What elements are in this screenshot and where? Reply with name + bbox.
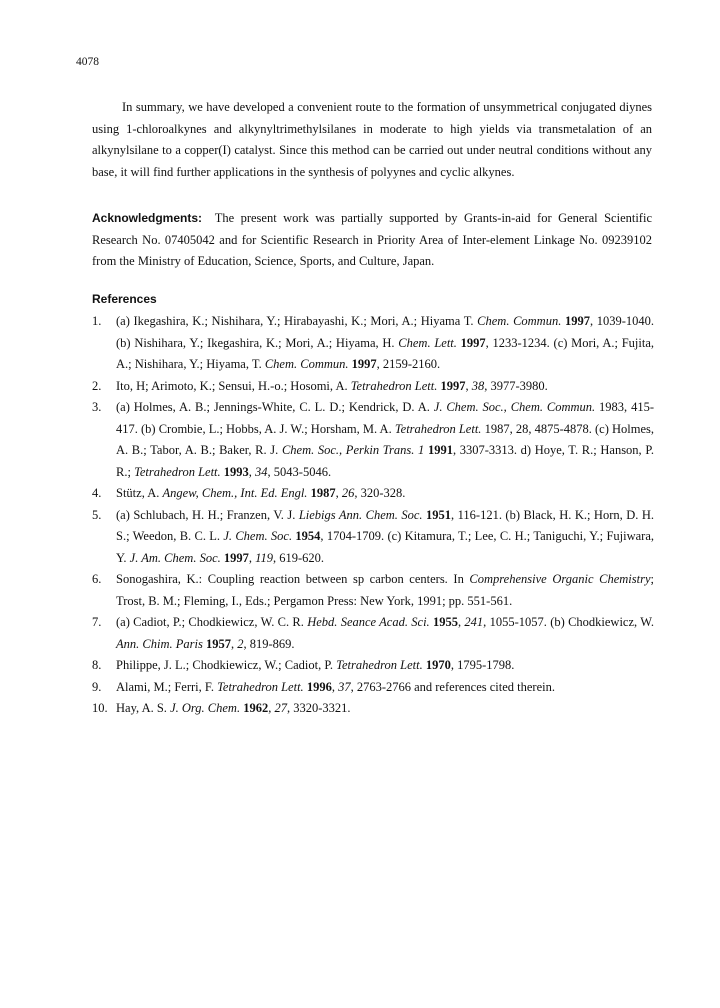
reference-text: Philippe, J. L.; Chodkiewicz, W.; Cadiot, P. [116, 658, 337, 672]
reference-item [92, 376, 654, 398]
reference-text: 1987 [310, 486, 336, 500]
reference-text: Tetrahedron Lett. [350, 378, 438, 393]
reference-text: J. Chem. Soc., Chem. Commun. [433, 400, 596, 414]
reference-text: 1997 [440, 378, 466, 393]
reference-text: 37 [338, 679, 351, 694]
reference-text: 1997 [351, 357, 377, 371]
reference-text: J. Org. Chem. [170, 701, 241, 715]
reference-text: Chem. Lett. [398, 335, 457, 350]
reference-text: , 619-620. [272, 550, 324, 565]
reference-text: , 2159-2160. [376, 357, 441, 371]
reference-item [92, 311, 654, 376]
reference-text: , 2763-2766 and references cited therein. [350, 679, 555, 694]
reference-item [92, 655, 654, 677]
references-heading: References [92, 292, 157, 306]
reference-text: , 116-121. (b) Black, H. K.; Horn, D. H. S.; Weedon, B. C. L. [116, 507, 654, 543]
acknowledgments-paragraph [92, 208, 652, 273]
page-number: 4078 [76, 56, 99, 68]
reference-item [92, 569, 654, 612]
reference-item [92, 677, 654, 699]
reference-text: Tetrahedron Lett. [134, 464, 221, 479]
reference-text: , [248, 464, 256, 479]
reference-text: 34 [255, 464, 268, 479]
reference-text: 1997 [564, 314, 590, 328]
reference-text: (a) Holmes, A. B.; Jennings-White, C. L. D.; Kendrick, D. A. [116, 400, 434, 414]
reference-text: (a) Cadiot, P.; Chodkiewicz, W. C. R. [116, 615, 308, 629]
reference-item [92, 397, 654, 483]
reference-number: 1. [92, 314, 102, 328]
reference-text: 1997 [460, 335, 486, 350]
summary-paragraph: In summary, we have developed a convenient route to the formation of unsymmetrical conjugated diynes using 1-chloroalkynes and alkynyltrimethylsilanes in moderate to high yields via transmetalation of an alkynylsilane to a copper(I) catalyst. Since this method can be carried out under neutral conditions without any base, it will find further applications in the synthesis of polyynes and cyclic alkynes. [92, 100, 652, 179]
reference-text: , [248, 550, 256, 565]
reference-item [92, 505, 654, 570]
reference-text: 1996 [306, 679, 332, 694]
reference-text: 1993 [223, 464, 249, 479]
reference-text: ; Trost, B. M.; Fleming, I., Eds.; Pergamon Press: New York, 1991; pp. 551-561. [116, 572, 654, 608]
reference-text: 1962 [243, 701, 269, 715]
reference-item [92, 483, 654, 505]
reference-text: 1991 [427, 443, 453, 457]
reference-text: J. Am. Chem. Soc. [129, 550, 221, 565]
reference-text: , 1055-1057. (b) Chodkiewicz, W. [483, 615, 655, 629]
reference-text: , [268, 701, 275, 715]
reference-text: 27 [274, 701, 287, 715]
reference-text: Tetrahedron Lett. [394, 421, 482, 436]
reference-item [92, 612, 654, 655]
reference-text: , 5043-5046. [267, 464, 332, 479]
reference-text: 119 [255, 550, 273, 565]
reference-text: 1983, 415-417. (b) Crombie, L.; Hobbs, A. J. W.; Horsham, M. A. [116, 400, 654, 436]
reference-text: Hebd. Seance Acad. Sci. [307, 615, 430, 629]
reference-text: Chem. Commun. [264, 357, 349, 371]
reference-text: 1955 [432, 615, 458, 629]
reference-number: 4. [92, 486, 102, 500]
reference-text: 1957 [205, 636, 231, 651]
reference-text: , 3320-3321. [286, 701, 351, 715]
references-list [92, 311, 654, 720]
reference-text: Ann. Chim. Paris [116, 636, 203, 651]
reference-text: Liebigs Ann. Chem. Soc. [298, 507, 423, 522]
reference-text: 1997 [223, 550, 249, 565]
reference-item [92, 698, 654, 720]
reference-text: Angew, Chem., Int. Ed. Engl. [162, 486, 308, 500]
reference-text: , 1704-1709. (c) Kitamura, T.; Lee, C. H.; Taniguchi, Y.; Fujiwara, Y. [116, 529, 654, 565]
reference-text: , 819-869. [243, 636, 295, 651]
reference-text: 1954 [295, 529, 321, 543]
reference-text: , 1039-1040. (b) Nishihara, Y.; Ikegashira, K.; Mori, A.; Hiyama, H. [116, 314, 655, 350]
reference-text: , [465, 378, 472, 393]
reference-text: (a) Schlubach, H. H.; Franzen, V. J. [116, 507, 299, 522]
acknowledgments-heading: Acknowledgments: [92, 211, 203, 225]
reference-number: 8. [92, 658, 102, 672]
reference-text: , 320-328. [354, 486, 406, 500]
reference-text: Tetrahedron Lett. [336, 658, 423, 672]
reference-text: Alami, M.; Ferri, F. [116, 679, 218, 694]
reference-text: , 3977-3980. [484, 378, 548, 393]
reference-text: Sonogashira, K.: Coupling reaction between sp carbon centers. In [116, 572, 470, 586]
reference-text: 241 [464, 615, 484, 629]
reference-text: Ito, H; Arimoto, K.; Sensui, H.-o.; Hosomi, A. [116, 378, 351, 393]
reference-text: , [230, 636, 238, 651]
reference-text: J. Chem. Soc. [223, 529, 293, 543]
reference-number: 5. [92, 507, 102, 522]
reference-number: 3. [92, 400, 102, 414]
reference-text: 1951 [426, 507, 452, 522]
reference-text: , [335, 486, 342, 500]
reference-text: , 1795-1798. [450, 658, 515, 672]
reference-number: 9. [92, 679, 102, 694]
reference-text: Chem. Soc., Perkin Trans. 1 [281, 443, 425, 457]
reference-number: 6. [92, 572, 102, 586]
reference-text: 1987, 28, 4875-4878. (c) Holmes, A. B.; Tabor, A. B.; Baker, R. J. [116, 421, 654, 457]
reference-text: (a) Ikegashira, K.; Nishihara, Y.; Hirabayashi, K.; Mori, A.; Hiyama T. [116, 314, 478, 328]
reference-number: 7. [92, 615, 102, 629]
acknowledgments-text: The present work was partially supported by Grants-in-aid for General Scientific Research No. 07405042 and for Scientific Research in Priority Area of Inter-element Linkage No. 09239102 from the Ministry of Education, Science, Sports, and Culture, Japan. [92, 211, 652, 268]
reference-text: 1970 [425, 658, 451, 672]
reference-text: 2 [237, 636, 244, 651]
reference-text: 26 [341, 486, 355, 500]
reference-text: , 3307-3313. d) Hoye, T. R.; Hanson, P. R.; [116, 443, 655, 479]
reference-number: 10. [92, 701, 108, 715]
reference-text: , [331, 679, 339, 694]
reference-text: , [457, 615, 465, 629]
reference-number: 2. [92, 378, 102, 393]
reference-text: Tetrahedron Lett. [217, 679, 304, 694]
reference-text: Stütz, A. [116, 486, 163, 500]
reference-text: Hay, A. S. [116, 701, 171, 715]
reference-text: Chem. Commun. [477, 314, 562, 328]
reference-text: , 1233-1234. (c) Mori, A.; Fujita, A.; Nishihara, Y.; Hiyama, T. [116, 335, 655, 371]
reference-text: Comprehensive Organic Chemistry [469, 572, 651, 586]
reference-text: 38 [471, 378, 485, 393]
